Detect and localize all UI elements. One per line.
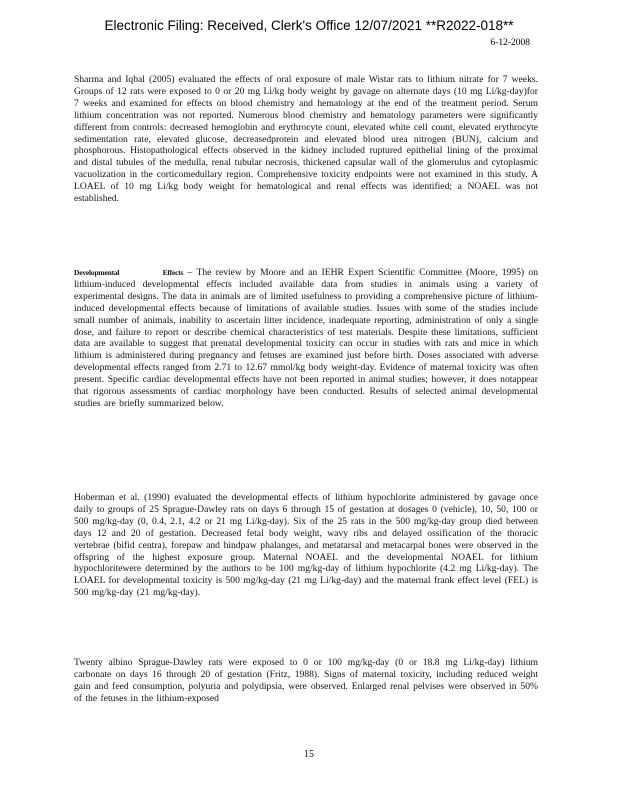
- heading-developmental: Developmental: [74, 268, 120, 277]
- filing-stamp: Electronic Filing: Received, Clerk's Office 12/07/2021 **R2022-018**: [104, 18, 514, 33]
- paragraph-twenty-albino: Twenty albino Sprague-Dawley rats were exposed to 0 or 100 mg/kg-day (0 or 18.8 mg Li/kg-day) lithium carbonate on days 16 through 20 of gestation (Fritz, 1988). Signs of maternal toxicity, including reduced weight gain and feed consumption, polyuria and polydipsia, were observed. Enlarged renal pelvises were observed in 50% of the fetuses in the lithium-exposed: [74, 657, 538, 704]
- paragraph-developmental-body: – The review by Moore and an IEHR Expert Scientific Committee (Moore, 1995) on lithium-induced developmental effects included available data from studies in animals using a variety of experimental designs. The data in animals are of limited usefulness to providing a comprehensive picture of lithium-induced developmental effects because of limitations of available studies. Issues with some of the studies include small number of animals, inability to ascertain litter incidence, inadequate reporting, administration of only a single dose, and failure to report or describe chemical characteristics of test materials. Despite these limitations, sufficient data are available to suggest that prenatal developmental toxicity can occur in studies with rats and mice in which lithium is administered during pregnancy and fetuses are examined just before birth. Doses associated with adverse developmental effects ranged from 2.71 to 12.67 mmol/kg body weight-day. Evidence of maternal toxicity was often present. Specific cardiac developmental effects have not been reported in animal studies; however, it does notappear that rigorous assessments of cardiac morphology have been conducted. Results of selected animal developmental studies are briefly summarized below.: [74, 267, 538, 409]
- document-date: 6-12-2008: [490, 38, 530, 48]
- paragraph-developmental-effects: [74, 267, 538, 410]
- heading-effects: Effects: [162, 268, 184, 277]
- paragraph-hoberman: Hoberman et al. (1990) evaluated the developmental effects of lithium hypochlorite administered by gavage once daily to groups of 25 Sprague-Dawley rats on days 6 through 15 of gestation at dosages 0 (vehicle), 10, 50, 100 or 500 mg/kg-day (0, 0.4, 2.1, 4.2 or 21 mg Li/kg-day). Six of the 25 rats in the 500 mg/kg-day group died between days 12 and 20 of gestation. Decreased fetal body weight, wavy ribs and delayed ossification of the thoracic vertebrae (bifid centra), forepaw and hindpaw phalanges, and metatarsal and metacarpal bones were observed in the offspring of the highest exposure group. Maternal NOAEL and the developmental NOAEL for lithium hypochloritewere determined by the authors to be 100 mg/kg-day of lithium hypochlorite (4.2 mg Li/kg-day). The LOAEL for developmental toxicity is 500 mg/kg-day (21 mg Li/kg-day) and the maternal frank effect level (FEL) is 500 mg/kg-day (21 mg/kg-day).: [74, 492, 538, 599]
- paragraph-sharma-iqbal: Sharma and Iqbal (2005) evaluated the effects of oral exposure of male Wistar rats to lithium nitrate for 7 weeks. Groups of 12 rats were exposed to 0 or 20 mg Li/kg body weight by gavage on alternate days (10 mg Li/kg-day)for 7 weeks and examined for effects on blood chemistry and hematology at the end of the treatment period. Serum lithium concentration was not reported. Numerous blood chemistry and hematology parameters were significantly different from controls: decreased hemoglobin and erythrocyte count, elevated white cell count, elevated erythrocyte sedimentation rate, elevated glucose, decreasedprotein and elevated blood urea nitrogen (BUN), calcium and phosphorous. Histopathological effects observed in the kidney included ruptured epithelial lining of the proximal and distal tubules of the medulla, renal tubular necrosis, thickened capsular wall of the glomerulus and cytoplasmic vacuolization in the corticomedullary region. Comprehensive toxicity endpoints were not examined in this study. A LOAEL of 10 mg Li/kg body weight for hematological and renal effects was identified; a NOAEL was not established.: [74, 74, 538, 205]
- page-number: 15: [304, 749, 314, 760]
